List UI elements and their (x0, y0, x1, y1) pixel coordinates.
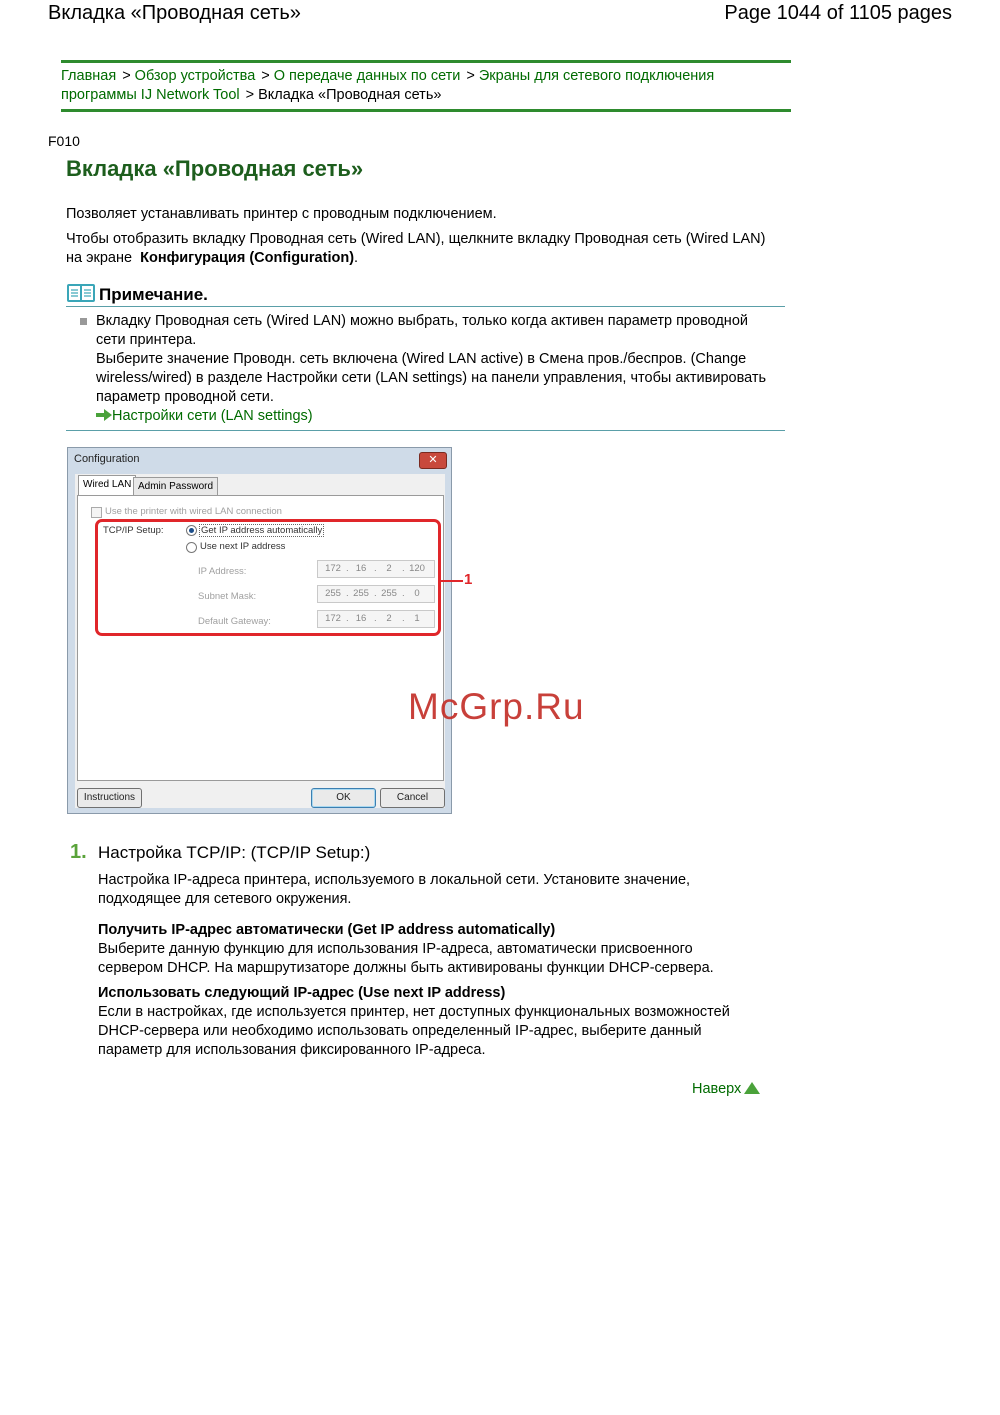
book-icon (66, 282, 96, 304)
page-title: Вкладка «Проводная сеть» (66, 156, 364, 181)
note-bottom-rule (66, 430, 785, 431)
subnet-mask-field[interactable]: 255 . 255 . 255 . 0 (317, 585, 435, 603)
callout-number: 1 (464, 571, 473, 588)
note-line-1: Вкладку Проводная сеть (Wired LAN) можно выбрать, только когда активен параметр проводной сети принтера. (96, 313, 748, 348)
breadcrumb-link-network-screens[interactable]: Экраны для сетевого подключения программы IJ Network Tool (61, 68, 715, 103)
back-to-top-link[interactable] (692, 1081, 760, 1097)
tcpip-setup-label: TCP/IP Setup: (103, 525, 164, 536)
breadcrumb-separator: > (245, 87, 255, 103)
ip-octet: 2 (386, 563, 392, 574)
breadcrumb-top-rule (61, 60, 791, 63)
intro-instruction (66, 230, 766, 268)
tab-admin-password[interactable]: Admin Password (133, 477, 218, 496)
ip-octet: 1 (414, 613, 420, 624)
subnet-mask-label: Subnet Mask: (198, 591, 257, 602)
breadcrumb-link-network-transfer[interactable]: О передаче данных по сети (273, 68, 461, 84)
ip-octet: 255 (325, 588, 341, 599)
callout-line (441, 580, 463, 582)
ip-address-field[interactable]: 172 . 16 . 2 . 120 (317, 560, 435, 578)
item-heading: Настройка TCP/IP: (TCP/IP Setup:) (98, 843, 371, 862)
arrow-up-icon (744, 1082, 760, 1094)
tab-wired-lan[interactable]: Wired LAN (78, 475, 136, 496)
note-body (96, 312, 776, 426)
radio-use-next-ip-label: Use next IP address (200, 541, 286, 552)
watermark: McGrp.Ru (408, 686, 585, 727)
ip-octet: 16 (355, 563, 367, 574)
breadcrumb-separator: > (466, 68, 475, 84)
note-heading (66, 282, 785, 307)
note-link-row (96, 407, 776, 426)
close-icon[interactable]: ✕ (419, 452, 447, 469)
ip-octet: 120 (409, 563, 425, 574)
document-header-title: Вкладка «Проводная сеть» (48, 2, 301, 24)
page-counter: Page 1044 of 1105 pages (724, 2, 952, 24)
instructions-button[interactable]: Instructions (77, 788, 142, 808)
doc-code: F010 (48, 133, 80, 149)
intro-instruction-end: . (354, 250, 359, 266)
item-description: Настройка IP-адреса принтера, используемого в локальной сети. Установите значение, подходящее для сетевого окружения. (98, 872, 691, 907)
item-number: 1. (70, 841, 87, 863)
intro-instruction-text: Чтобы отобразить вкладку Проводная сеть (Wired LAN), щелкните вкладку Проводная сеть (Wired LAN) на экране (66, 231, 766, 266)
lan-settings-link[interactable]: Настройки сети (LAN settings) (112, 408, 313, 424)
breadcrumb-separator: > (261, 68, 270, 84)
option-manual-title: Использовать следующий IP-адрес (Use next IP address) (98, 985, 506, 1001)
intro-paragraph: Позволяет устанавливать принтер с проводным подключением. (66, 206, 497, 222)
option-auto-description: Выберите данную функцию для использования IP-адреса, автоматически присвоенного сервером DHCP. На маршрутизаторе должны быть активированы функции DHCP-сервера. (98, 941, 714, 976)
ip-octet: 255 (353, 588, 369, 599)
default-gateway-label: Default Gateway: (198, 616, 271, 627)
note-line-2: Выберите значение Проводн. сеть включена (Wired LAN active) в Смена пров./беспров. (Change wireless/wired) в разделе Настройки сети (LAN settings) на панели управления, чтобы активировать параметр проводной сети. (96, 351, 767, 405)
dialog-title: Configuration (74, 453, 140, 465)
breadcrumb-link-home[interactable]: Главная (61, 68, 117, 84)
ok-button[interactable]: OK (311, 788, 376, 808)
breadcrumb-separator: > (122, 68, 131, 84)
breadcrumb-current: Вкладка «Проводная сеть» (258, 87, 442, 103)
ip-octet: 172 (325, 613, 341, 624)
option-auto-title: Получить IP-адрес автоматически (Get IP address automatically) (98, 922, 556, 938)
default-gateway-field[interactable]: 172 . 16 . 2 . 1 (317, 610, 435, 628)
note-heading-label: Примечание. (99, 285, 208, 304)
configuration-term: Конфигурация (Configuration) (140, 250, 355, 266)
square-bullet-icon (80, 318, 87, 325)
tcpip-highlight-box (95, 519, 441, 636)
ip-octet: 172 (325, 563, 341, 574)
option-manual-description: Если в настройках, где используется принтер, нет доступных функциональных возможностей DHCP-сервера или необходимо использовать определенный IP-адрес, выберите данный параметр для использования фиксированного IP-адреса. (98, 1004, 730, 1058)
use-wired-checkbox[interactable] (91, 507, 102, 518)
arrow-right-icon (96, 409, 112, 421)
cancel-button[interactable]: Cancel (380, 788, 445, 808)
ip-address-label: IP Address: (198, 566, 247, 577)
breadcrumb-bottom-rule (61, 109, 791, 112)
breadcrumb-link-device-overview[interactable]: Обзор устройства (134, 68, 256, 84)
ip-octet: 0 (414, 588, 420, 599)
ip-octet: 2 (386, 613, 392, 624)
breadcrumb (61, 67, 791, 105)
ip-octet: 255 (381, 588, 397, 599)
back-to-top-label: Наверх (692, 1081, 742, 1097)
ip-octet: 16 (355, 613, 367, 624)
radio-get-ip-auto-label: Get IP address automatically (201, 525, 323, 536)
use-wired-label: Use the printer with wired LAN connection (105, 506, 282, 517)
